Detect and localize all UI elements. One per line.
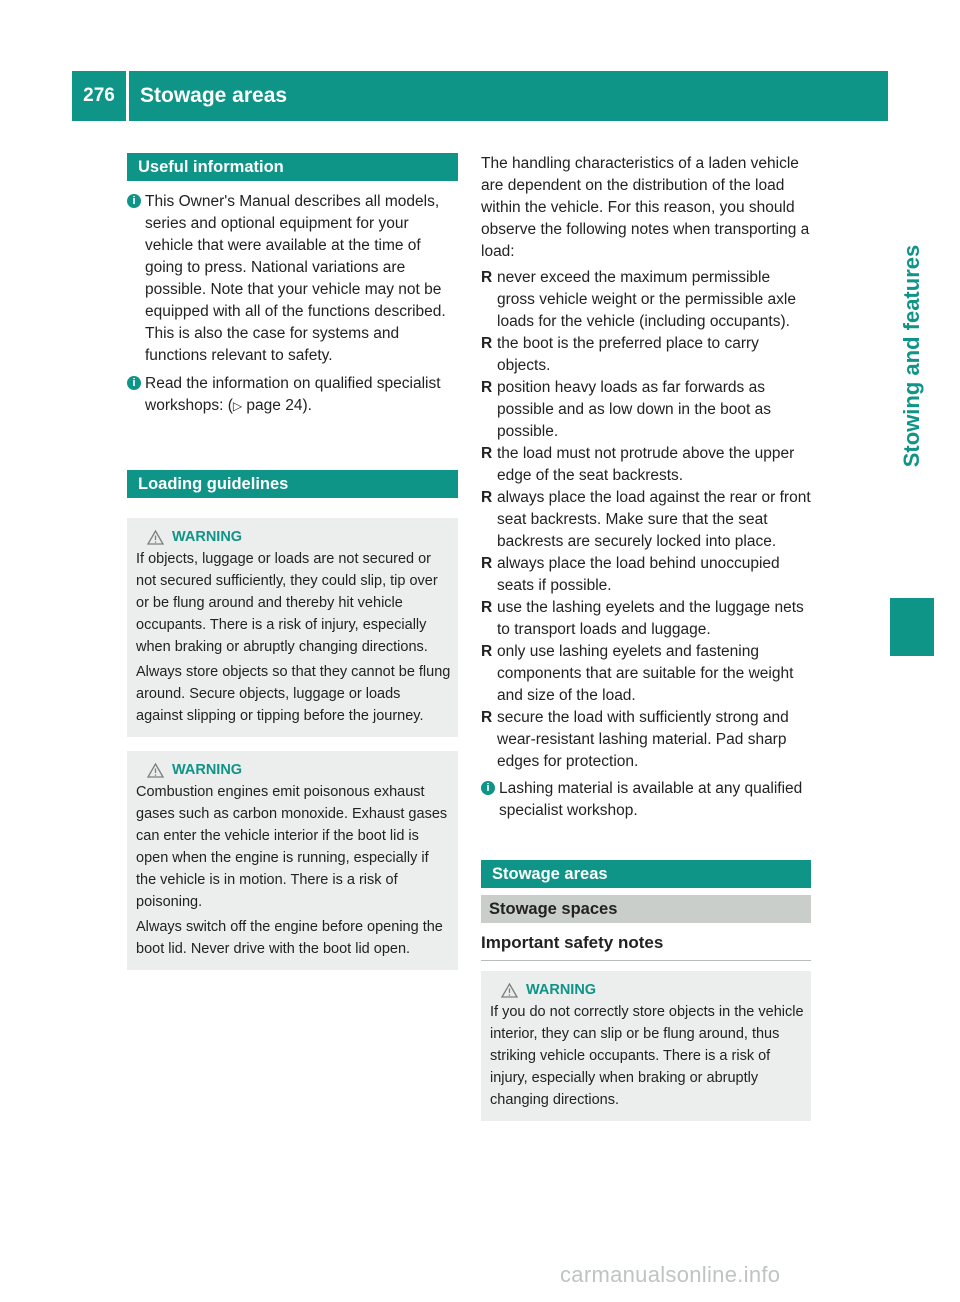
bullet-marker: R: [481, 489, 493, 506]
list-item: [481, 377, 811, 443]
list-item: [481, 707, 811, 773]
list-item-text: use the lashing eyelets and the luggage nets to transport loads and luggage.: [497, 599, 804, 638]
chapter-side-tab: [890, 121, 934, 591]
warning-instruction: Always switch off the engine before opening the boot lid. Never drive with the boot lid open.: [136, 919, 443, 957]
list-item: [481, 443, 811, 487]
info-note-lashing: [481, 778, 811, 822]
list-item-text: never exceed the maximum permissible gross vehicle weight or the permissible axle loads for the vehicle (including occupants).: [497, 269, 796, 330]
warning-text: If objects, luggage or loads are not secured or not secured sufficiently, they could slip, tip over or be flung around and thereby hit vehicle occupants. There is a risk of injury, especially when braking or abruptly changing directions.: [136, 551, 438, 655]
info-note-manual: [127, 191, 458, 367]
bullet-marker: R: [481, 555, 493, 572]
bullet-marker: R: [481, 599, 493, 616]
list-item-text: the boot is the preferred place to carry objects.: [497, 335, 759, 374]
list-item-text: always place the load against the rear or front seat backrests. Make sure that the seat backrests are securely locked into place.: [497, 489, 811, 550]
warning-box-exhaust-gases: [127, 751, 458, 970]
heading-important-safety-notes: Important safety notes: [481, 923, 811, 961]
left-column: [127, 153, 458, 970]
warning-text: If you do not correctly store objects in the vehicle interior, they can slip or be flung around, thus striking vehicle occupants. There is a risk of injury, especially when braking or abruptly changing directions.: [490, 1004, 804, 1108]
footer-watermark: carmanualsonline.info: [560, 1262, 781, 1287]
page-title: Stowage areas: [140, 84, 288, 107]
warning-box-securing-loads: [127, 518, 458, 737]
header-divider: [126, 71, 129, 121]
section-useful-information: Useful information: [127, 153, 458, 181]
list-item: [481, 333, 811, 377]
loading-rules-list: [481, 267, 811, 773]
info-icon: i: [481, 781, 495, 795]
page-reference-link[interactable]: page 24).: [242, 397, 312, 414]
warning-triangle-icon: [147, 763, 164, 778]
list-item: [481, 597, 811, 641]
warning-triangle-icon: [501, 983, 518, 998]
list-item-text: secure the load with sufficiently strong and wear-resistant lashing material. Pad sharp edges for protection.: [497, 709, 789, 770]
warning-header: [490, 979, 804, 1001]
warning-label: WARNING: [172, 529, 243, 545]
warning-label: WARNING: [172, 762, 243, 778]
right-column: [481, 153, 811, 1121]
bullet-marker: R: [481, 335, 493, 352]
chapter-marker-block: [890, 598, 934, 656]
page-number: 276: [83, 85, 115, 106]
loading-intro-text: The handling characteristics of a laden vehicle are dependent on the distribution of the load within the vehicle. For this reason, you should observe the following notes when transporting a load:: [481, 155, 810, 260]
list-item-text: position heavy loads as far forwards as possible and as low down in the boot as possible.: [497, 379, 772, 440]
info-note-workshops-prefix: Read the information on qualified specialist workshops: (: [145, 375, 441, 414]
page-reference-arrow-icon: ▷: [232, 399, 243, 413]
list-item: [481, 267, 811, 333]
info-note-workshops: [127, 373, 458, 417]
info-icon: i: [127, 194, 141, 208]
list-item-text: always place the load behind unoccupied seats if possible.: [497, 555, 780, 594]
bullet-marker: R: [481, 445, 493, 462]
warning-label: WARNING: [526, 982, 597, 998]
warning-header: [136, 759, 451, 781]
bullet-marker: R: [481, 269, 493, 286]
section-stowage-areas: Stowage areas: [481, 860, 811, 888]
info-icon: i: [127, 376, 141, 390]
warning-text: Combustion engines emit poisonous exhaust gases such as carbon monoxide. Exhaust gases can enter the vehicle interior if the boot lid is open when the engine is running, especially if the vehicle is in motion. There is a risk of poisoning.: [136, 784, 448, 910]
info-note-manual-text: This Owner's Manual describes all models, series and optional equipment for your vehicle that were available at the time of going to press. National variations are possible. Note that your vehicle may not be equipped with all of the functions described. This is also the case for systems and functions relevant to safety.: [145, 193, 446, 364]
list-item: [481, 553, 811, 597]
subsection-stowage-spaces: Stowage spaces: [481, 895, 811, 923]
list-item-text: only use lashing eyelets and fastening components that are suitable for the weight and size of the load.: [497, 643, 794, 704]
bullet-marker: R: [481, 709, 493, 726]
list-item: [481, 487, 811, 553]
bullet-marker: R: [481, 643, 493, 660]
info-note-lashing-text: Lashing material is available at any qualified specialist workshop.: [499, 780, 803, 819]
chapter-side-tab-label: Stowing and features: [899, 244, 925, 468]
section-loading-guidelines: Loading guidelines: [127, 470, 458, 498]
warning-box-stowing-objects: [481, 971, 811, 1121]
list-item: [481, 641, 811, 707]
warning-header: [136, 526, 451, 548]
warning-triangle-icon: [147, 530, 164, 545]
list-item-text: the load must not protrude above the upper edge of the seat backrests.: [497, 445, 795, 484]
warning-instruction: Always store objects so that they cannot be flung around. Secure objects, luggage or loads against slipping or tipping before the journey.: [136, 664, 451, 724]
bullet-marker: R: [481, 379, 493, 396]
